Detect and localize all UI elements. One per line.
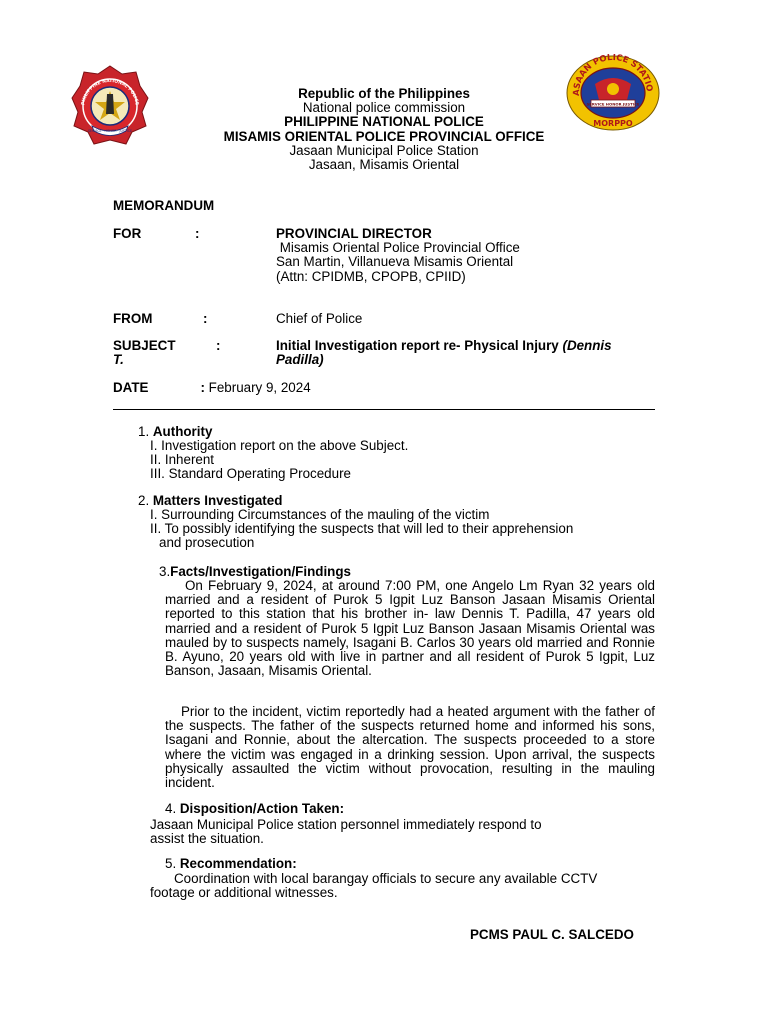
header-line-provincial-office: MISAMIS ORIENTAL POLICE PROVINCIAL OFFICE: [223, 128, 545, 144]
section-4-number: 4.: [165, 801, 180, 816]
from-value: Chief of Police: [276, 311, 363, 326]
header-line-station: Jasaan Municipal Police Station: [289, 142, 479, 158]
section-1-number: 1.: [138, 424, 153, 439]
disposition-text: [150, 818, 542, 846]
authority-list: [150, 439, 408, 482]
subject-text: Initial Investigation report re- Physical Injury: [276, 338, 563, 353]
pnp-seal-logo: [70, 64, 150, 148]
disposition-line: Jasaan Municipal Police station personnel immediately respond to: [150, 817, 542, 832]
from-label: FROM: [113, 311, 153, 326]
from-colon: :: [203, 311, 208, 326]
section-3-number: 3.: [159, 564, 171, 579]
date-line: [113, 381, 311, 395]
memo-title: MEMORANDUM: [113, 198, 215, 213]
header-line-napolcom: National police commission: [302, 100, 466, 116]
matters-item-continued: and prosecution: [159, 535, 255, 551]
recommendation-text: [150, 872, 597, 900]
subject-label: [113, 339, 176, 367]
findings-paragraph-1: On February 9, 2024, at around 7:00 PM, one Angelo Lm Ryan 32 years old married and a resident of Purok 5 Igpit Luz Banson Jasaan Misamis Oriental reported to this station that his brother in- law Dennis T. Padilla, 47 years old married and a resident of Purok 5 Igpit Luz Banson Jasaan Misamis Oriental was mauled by to suspects namely, Isagani B. Carlos 30 years old married and Ronnie B. Ayuno, 20 years old with live in partner and all resident of Purok 5 Igpit, Luz Banson, Jasaan, Misamis Oriental.: [165, 578, 655, 679]
section-2-title: Matters Investigated: [152, 493, 283, 508]
svg-text:SERVICE HONOR JUSTICE: SERVICE HONOR JUSTICE: [586, 101, 640, 107]
svg-text:PHILIPPINE NATIONAL POLICE: PHILIPPINE NATIONAL POLICE: [81, 78, 139, 106]
for-recipient-title: PROVINCIAL DIRECTOR: [276, 226, 432, 241]
section-2-number: 2.: [138, 493, 153, 508]
signatory-name: PCMS PAUL C. SALCEDO: [470, 927, 634, 942]
disposition-line: assist the situation.: [150, 831, 264, 847]
section-3-title: Facts/Investigation/Findings: [170, 564, 351, 579]
letterhead: [150, 87, 618, 172]
findings-paragraph-2: Prior to the incident, victim reportedly had a heated argument with the father of the suspects. The father of the suspects returned home and informed his sons, Isagani and Ronnie, about the altercation. The suspects proceeded to a store where the victim was engaged in a drinking session. Upon arrival, the suspects physically assaulted the victim without provocation, resulting in the mauling incident.: [165, 704, 655, 791]
section-5-title: Recommendation:: [179, 856, 297, 871]
for-label: FOR: [113, 226, 142, 241]
for-colon: :: [195, 226, 200, 241]
subject-colon: :: [216, 338, 221, 353]
divider-line: [113, 409, 655, 410]
subject-label-line2: T.: [113, 352, 124, 368]
date-colon: :: [200, 380, 209, 395]
date-label: DATE: [113, 380, 149, 395]
section-5-number: 5.: [165, 856, 180, 871]
section-recommendation: [165, 857, 297, 871]
header-line-republic: Republic of the Philippines: [298, 86, 470, 101]
recommendation-line: Coordination with local barangay officials to secure any available CCTV: [174, 871, 598, 886]
authority-item: II. Inherent: [150, 452, 215, 468]
svg-text:SERVICE · HONOR · JUSTICE: SERVICE · HONOR · JUSTICE: [88, 129, 132, 133]
date-value: February 9, 2024: [208, 380, 311, 395]
authority-item: I. Investigation report on the above Subject.: [150, 438, 409, 453]
svg-text:MORPPO: MORPPO: [593, 119, 633, 128]
for-recipient-address: San Martin, Villanueva Misamis Oriental: [276, 254, 514, 270]
for-recipient-office: Misamis Oriental Police Provincial Office: [276, 240, 520, 256]
matters-item: I. Surrounding Circumstances of the mauling of the victim: [150, 507, 490, 522]
section-4-title: Disposition/Action Taken:: [179, 801, 345, 816]
subject-value: [276, 339, 656, 367]
subject-label-line1: SUBJECT: [113, 338, 176, 353]
matters-item: II. To possibly identifying the suspects that will led to their apprehension: [150, 521, 574, 537]
recommendation-line: footage or additional witnesses.: [150, 885, 338, 901]
section-1-title: Authority: [152, 424, 213, 439]
header-line-address: Jasaan, Misamis Oriental: [308, 157, 460, 173]
matters-list: [150, 508, 573, 551]
for-recipient: [276, 227, 520, 284]
section-disposition: [165, 802, 344, 816]
subject-name-part1: (Dennis: [562, 338, 612, 353]
for-recipient-attn: (Attn: CPIDMB, CPOPB, CPIID): [276, 268, 466, 284]
svg-text:JASAAN POLICE STATION: ASAAN POLICE STATIO: [571, 54, 655, 97]
header-line-pnp: PHILIPPINE NATIONAL POLICE: [284, 114, 484, 130]
authority-item: III. Standard Operating Procedure: [150, 466, 351, 482]
subject-name-part2: Padilla): [276, 352, 324, 368]
